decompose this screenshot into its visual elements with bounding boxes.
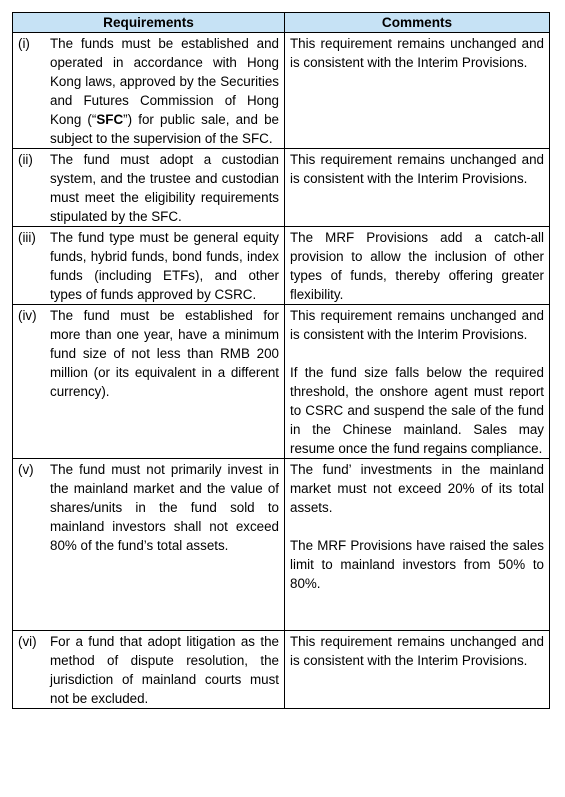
table-row <box>13 305 550 459</box>
row-number: (v) <box>18 462 34 477</box>
requirement-text: The fund must not primarily invest in the mainland market and the value of shares/units in the fund sold to mainland investors shall not exceed 80% of the fund’s total assets. <box>50 462 279 553</box>
comment-cell <box>285 459 550 631</box>
comment-text: This requirement remains unchanged and is consistent with the Interim Provisions. <box>290 36 544 70</box>
sfc-abbreviation: SFC <box>96 112 124 127</box>
comment-text: This requirement remains unchanged and is consistent with the Interim Provisions. <box>290 308 544 342</box>
table-row <box>13 631 550 709</box>
row-number: (iv) <box>18 308 37 323</box>
comment-text: This requirement remains unchanged and is consistent with the Interim Provisions. <box>290 634 544 668</box>
table-row <box>13 227 550 305</box>
comment-text: The MRF Provisions have raised the sales limit to mainland investors from 50% to 80%. <box>290 538 544 591</box>
comment-cell <box>285 227 550 305</box>
comment-cell <box>285 631 550 709</box>
comment-text: The fund’ investments in the mainland market must not exceed 20% of its total assets. <box>290 462 544 515</box>
comment-text: The MRF Provisions add a catch-all provision to allow the inclusion of other types of funds, thereby offering greater flexibility. <box>290 230 544 302</box>
table-row <box>13 149 550 227</box>
table-row <box>13 459 550 631</box>
requirement-cell <box>13 33 285 149</box>
row-number: (ii) <box>18 152 33 167</box>
header-row <box>13 13 550 33</box>
requirement-text: For a fund that adopt litigation as the method of dispute resolution, the jurisdiction of mainland courts must not be excluded. <box>50 634 279 706</box>
table-row <box>13 33 550 149</box>
comment-cell <box>285 149 550 227</box>
requirement-text: The fund type must be general equity funds, hybrid funds, bond funds, index funds (including ETFs), and other types of funds approved by CSRC. <box>50 230 279 302</box>
comment-text: If the fund size falls below the required threshold, the onshore agent must report to CSRC and suspend the sale of the fund in the Chinese mainland. Sales may resume once the fund regains compliance. <box>290 365 544 456</box>
comment-cell <box>285 305 550 459</box>
row-number: (vi) <box>18 634 37 649</box>
requirements-header: Requirements <box>13 13 285 33</box>
comments-header: Comments <box>285 13 550 33</box>
comment-cell <box>285 33 550 149</box>
requirement-text: The fund must adopt a custodian system, and the trustee and custodian must meet the eligibility requirements stipulated by the SFC. <box>50 152 279 224</box>
requirement-cell <box>13 149 285 227</box>
requirement-cell <box>13 305 285 459</box>
row-number: (iii) <box>18 230 36 245</box>
requirement-cell <box>13 459 285 631</box>
requirement-cell <box>13 227 285 305</box>
requirements-table <box>12 12 550 709</box>
requirement-cell <box>13 631 285 709</box>
comment-text: This requirement remains unchanged and is consistent with the Interim Provisions. <box>290 152 544 186</box>
requirement-text: The fund must be established for more than one year, have a minimum fund size of not less than RMB 200 million (or its equivalent in a different currency). <box>50 308 279 399</box>
row-number: (i) <box>18 36 30 51</box>
requirement-text: The funds must be established and operated in accordance with Hong Kong laws, approved by the Securities and Futures Commission of Hong Kong (“SFC”) for public sale, and be subject to the supervision of the SFC. <box>50 36 279 146</box>
